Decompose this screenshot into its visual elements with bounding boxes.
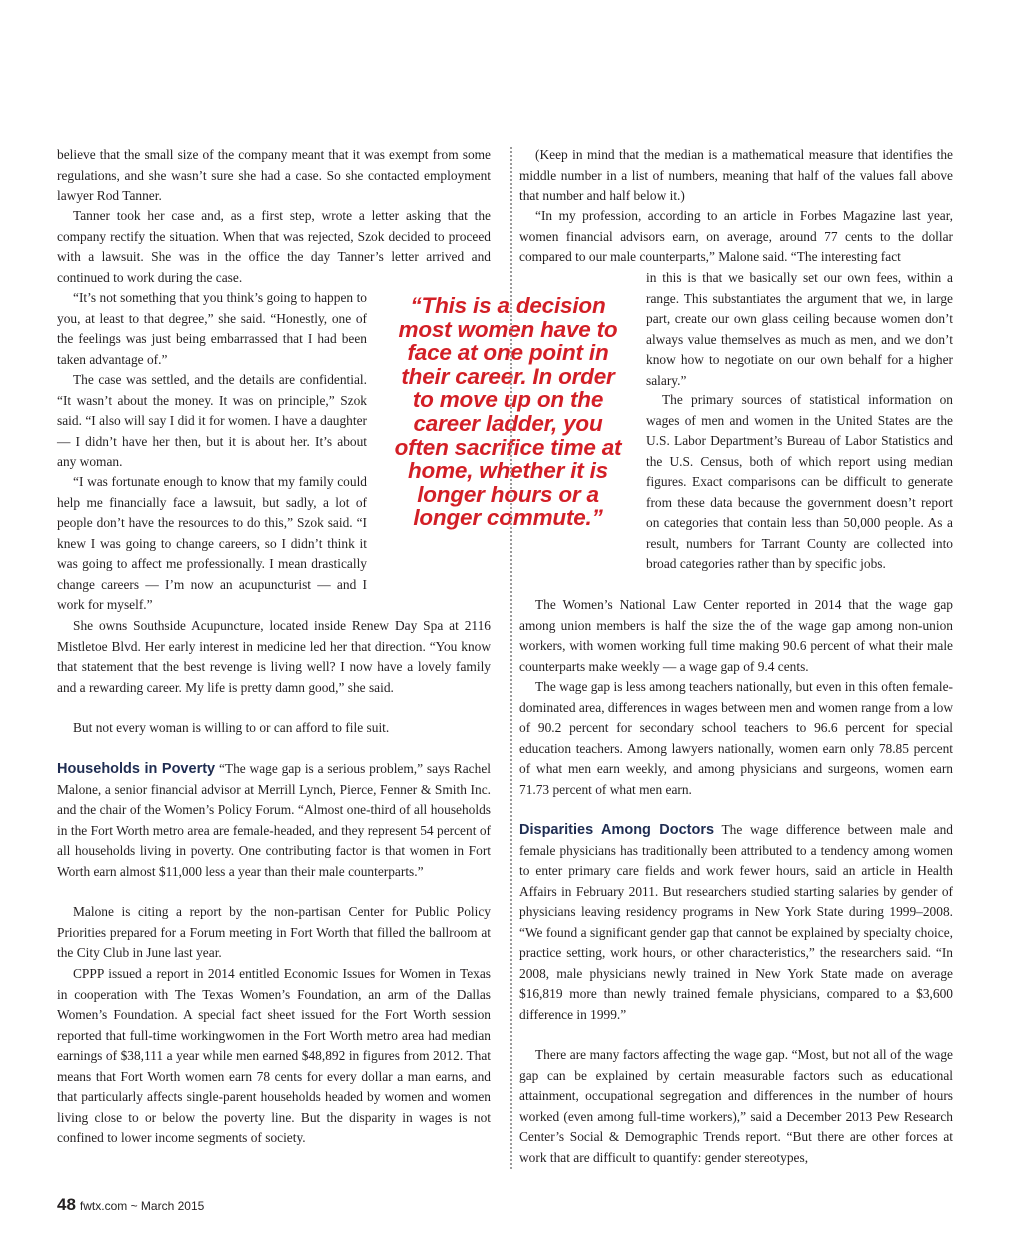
right-paragraph-5: The wage gap is less among teachers nationally, but even in this often female-dominated area, differences in wages between men and women range from a low of 90.2 percent for secondary school teachers to 96.6 percent for special education teachers. Among lawyers nationally, women earn only 78.85 percent of what men earn weekly, and among physicians and surgeons, women earn 71.73 percent of what men earn. (519, 679, 953, 797)
pull-quote: “This is a decision most women have to face at one point in their career. In order to move up on the career ladder, you often sacrifice time at home, whether it is longer hours or a longer commute.” (394, 293, 622, 531)
doctors-paragraph: The wage difference between male and female physicians has traditionally been attributed to a tendency among women to enter primary care fields and work fewer hours, said an article in Health Affairs in February 2011. But researchers studied starting salaries by gender of physicians leaving residency programs in New York State during 1999–2008. “We found a significant gender gap that cannot be explained by specialty choice, practice setting, work hours, or other characteristics,” the researchers said. “In 2008, male physicians newly trained in New York State made on average $16,819 more than newly trained female physicians, compared to a $3,600 difference in 1999.” (519, 822, 953, 1022)
left-paragraph-7: But not every woman is willing to or can afford to file suit. (73, 720, 390, 735)
left-paragraph-3: “It’s not something that you think’s going to happen to you, at least to that degree,” she said. “Honestly, one of the feelings was just being embarrassed that I had been taken advantage of.” (57, 290, 367, 367)
left-paragraph-6: She owns Southside Acupuncture, located inside Renew Day Spa at 2116 Mistletoe Blvd. Her early interest in medicine led her that direction. “You know that statement that the best revenge is living well? I now have a lovely family and a rewarding career. My life is pretty damn good,” she said. (57, 618, 491, 695)
left-paragraph-9: Malone is citing a report by the non-partisan Center for Public Policy Priorities prepared for a Forum meeting in Fort Worth that filled the ballroom at the City Club in June last year. (57, 904, 491, 960)
left-paragraph-4: The case was settled, and the details are confidential. “It wasn’t about the money. It was on principle,” Szok said. “I also will say I did it for women. I have a daughter — I didn’t have her then, but it is about her. It’s about any woman. (57, 372, 367, 469)
left-paragraph-2: Tanner took her case and, as a first step, wrote a letter asking that the company rectify the situation. When that was rejected, Szok decided to proceed with a lawsuit. She was in the office the day Tanner’s letter arrived and continued to work during the case. (57, 208, 491, 285)
right-paragraph-1: (Keep in mind that the median is a mathematical measure that identifies the middle number in a list of numbers, meaning that half of the values fall above that number and half below it.) (519, 147, 953, 203)
left-paragraph-10: CPPP issued a report in 2014 entitled Economic Issues for Women in Texas in cooperation with The Texas Women’s Foundation, an arm of the Dallas Women’s Foundation. A special fact sheet issued for the Fort Worth session reported that full-time workingwomen in the Fort Worth metro area had median earnings of $38,111 a year while men earned $48,892 in figures from 2012. That means that Fort Worth women earn 78 cents for every dollar a man earns, and that particularly affects single-parent households headed by women and women living close to or below the poverty line. But the disparity in wages is not confined to lower income segments of society. (57, 966, 491, 1145)
right-paragraph-2-continued: in this is that we basically set our own fees, within a range. This substantiates the argument that we, in large part, create our own glass ceiling because women don’t always value themselves as much as men, and we don’t know how to negotiate on our own behalf for a higher salary.” (646, 270, 953, 388)
households-section (57, 759, 491, 882)
page-number: 48 (57, 1195, 76, 1214)
column-divider (510, 147, 512, 1169)
section-heading-households: Households in Poverty (57, 761, 216, 777)
right-paragraph-4: The Women’s National Law Center reported in 2014 that the wage gap among union members is half the size the of the wage gap among non-union workers, with women working full time making 90.6 percent of what their male counterparts make weekly — a wage gap of 9.4 cents. (519, 597, 953, 674)
publication-info: fwtx.com ~ March 2015 (79, 1199, 205, 1213)
right-paragraph-2: “In my profession, according to an article in Forbes Magazine last year, women financial advisors earn, on average, around 77 cents to the dollar compared to our male counterparts,” Malone said. “The interesting fact (519, 208, 953, 264)
page-footer (57, 1195, 204, 1215)
households-paragraph: “The wage gap is a serious problem,” says Rachel Malone, a senior financial advisor at Merrill Lynch, Pierce, Fenner & Smith Inc. and the chair of the Women’s Policy Forum. “Almost one-third of all households in the Fort Worth metro area are female-headed, and they represent 54 percent of all households living in poverty. One contributing factor is that women in Fort Worth earn almost $11,000 less a year than their male counterparts.” (57, 761, 491, 879)
right-paragraph-3: The primary sources of statistical information on wages of men and women in the United States are the U.S. Labor Department’s Bureau of Labor Statistics and the U.S. Census, both of which report using median figures. Exact comparisons can be difficult to generate from these data because the government doesn’t report on categories that contain less than 50,000 people. As a result, numbers for Tarrant County are collected into broad categories rather than by specific jobs. (646, 392, 953, 571)
left-paragraph-5: “I was fortunate enough to know that my family could help me financially face a lawsuit, but sadly, a lot of people don’t have the resources to do this,” Szok said. “I knew I was going to change careers, so I didn’t think it was going to affect me professionally. I mean drastically change careers — I’m now an acupuncturist — and I work for myself.” (57, 474, 367, 612)
section-heading-doctors: Disparities Among Doctors (519, 822, 715, 838)
right-paragraph-7: There are many factors affecting the wage gap. “Most, but not all of the wage gap can be explained by certain measurable factors such as educational attainment, occupational segregation and differences in the number of hours worked (even among full-time workers),” said a December 2013 Pew Research Center’s Social & Demographic Trends report. “But there are other forces at work that are difficult to quantify: gender stereotypes, (519, 1047, 953, 1165)
doctors-section (519, 820, 953, 1025)
left-paragraph-1: believe that the small size of the company meant that it was exempt from some regulations, and she wasn’t sure she had a case. So she contacted employment lawyer Rod Tanner. (57, 147, 491, 203)
